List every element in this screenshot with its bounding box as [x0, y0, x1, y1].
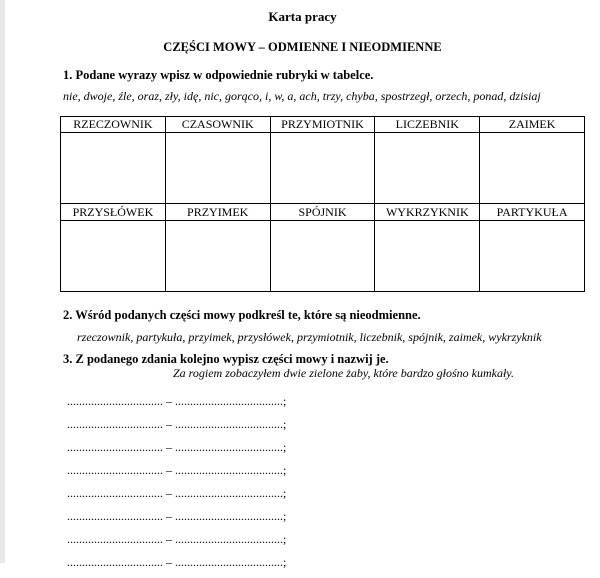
answer-lines — [67, 394, 286, 578]
table-header-cell: PRZYIMEK — [165, 204, 270, 220]
task1-instruction: 1. Podane wyrazy wpisz w odpowiednie rubryki w tabelce. — [63, 68, 374, 82]
table-header-cell: PARTYKUŁA — [480, 204, 585, 220]
task2-instruction: 2. Wśród podanych części mowy podkreśl te, które są nieodmienne. — [63, 308, 421, 322]
answer-line[interactable]: ................................ – ....................................; — [67, 463, 287, 477]
table-header-cell: WYKRZYKNIK — [375, 204, 480, 220]
table-answer-cell[interactable] — [165, 133, 270, 204]
task1-word-list: nie, dwoje, źle, oraz, zły, idę, nic, gorąco, i, w, a, ach, trzy, chyba, spostrzegł, orzech, ponad, dzisiaj — [63, 89, 541, 103]
table-answer-cell[interactable] — [480, 220, 585, 291]
page-title: Karta pracy — [268, 9, 337, 24]
parts-of-speech-table — [60, 116, 585, 292]
table-header-cell: ZAIMEK — [480, 117, 585, 133]
table-header-cell: PRZYSŁÓWEK — [61, 204, 166, 220]
table-answer-cell[interactable] — [270, 133, 375, 204]
table-answer-cell[interactable] — [61, 220, 166, 291]
table-answer-cell[interactable] — [270, 220, 375, 291]
table-header-cell: RZECZOWNIK — [61, 117, 166, 133]
table-answer-row — [61, 133, 585, 204]
page-subtitle: CZĘŚCI MOWY – ODMIENNE I NIEODMIENNE — [163, 40, 442, 54]
table-header-row — [61, 204, 585, 220]
table-header-cell: PRZYMIOTNIK — [270, 117, 375, 133]
answer-line[interactable]: ................................ – ....................................; — [67, 555, 287, 569]
worksheet-page — [5, 0, 600, 569]
table-answer-cell[interactable] — [375, 220, 480, 291]
table-header-row — [61, 117, 585, 133]
task3-instruction: 3. Z podanego zdania kolejno wypisz części mowy i nazwij je. — [63, 352, 389, 366]
table-answer-cell[interactable] — [61, 133, 166, 204]
answer-line[interactable]: ................................ – ....................................; — [67, 509, 287, 523]
table-answer-row — [61, 220, 585, 291]
task2-word-list: rzeczownik, partykuła, przyimek, przysłówek, przymiotnik, liczebnik, spójnik, zaimek, wykrzyknik — [77, 330, 542, 344]
table-answer-cell[interactable] — [480, 133, 585, 204]
table-answer-cell[interactable] — [375, 133, 480, 204]
answer-line[interactable]: ................................ – ....................................; — [67, 417, 287, 431]
table-answer-cell[interactable] — [165, 220, 270, 291]
table-header-cell: CZASOWNIK — [165, 117, 270, 133]
answer-line[interactable]: ................................ – ....................................; — [67, 486, 287, 500]
answer-line[interactable]: ................................ – ....................................; — [67, 394, 287, 408]
table-header-cell: LICZEBNIK — [375, 117, 480, 133]
table-header-cell: SPÓJNIK — [270, 204, 375, 220]
answer-line[interactable]: ................................ – ....................................; — [67, 532, 287, 546]
answer-line[interactable]: ................................ – ....................................; — [67, 440, 287, 454]
task3-sentence: Za rogiem zobaczyłem dwie zielone żaby, które bardzo głośno kumkały. — [173, 366, 514, 380]
